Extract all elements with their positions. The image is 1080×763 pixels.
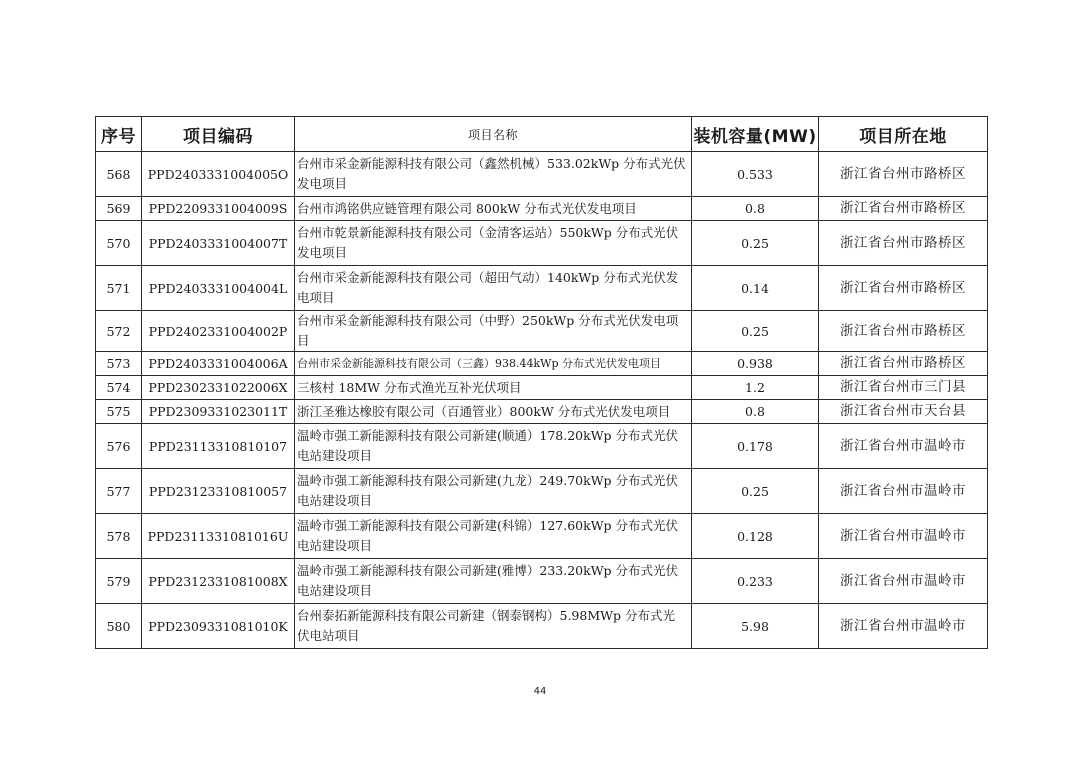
cell-name: 台州市采金新能源科技有限公司（超田气动）140kWp 分布式光伏发电项目 bbox=[295, 266, 692, 311]
table-row bbox=[96, 266, 988, 311]
header-name: 项目名称 bbox=[295, 117, 692, 152]
table-row bbox=[96, 311, 988, 352]
table-row bbox=[96, 604, 988, 649]
cell-code: PPD2309331023011T bbox=[142, 400, 295, 424]
cell-seq: 574 bbox=[96, 376, 142, 400]
cell-name: 台州市采金新能源科技有限公司（鑫然机械）533.02kWp 分布式光伏发电项目 bbox=[295, 152, 692, 197]
cell-code: PPD2403331004007T bbox=[142, 221, 295, 266]
cell-seq: 579 bbox=[96, 559, 142, 604]
cell-capacity: 0.14 bbox=[692, 266, 819, 311]
cell-seq: 572 bbox=[96, 311, 142, 352]
cell-capacity: 0.233 bbox=[692, 559, 819, 604]
cell-capacity: 0.8 bbox=[692, 400, 819, 424]
cell-code: PPD2403331004006A bbox=[142, 352, 295, 376]
table-row bbox=[96, 514, 988, 559]
header-code: 项目编码 bbox=[142, 117, 295, 152]
table-row bbox=[96, 152, 988, 197]
cell-capacity: 0.25 bbox=[692, 469, 819, 514]
cell-code: PPD2209331004009S bbox=[142, 197, 295, 221]
cell-name: 台州市采金新能源科技有限公司（中野）250kWp 分布式光伏发电项目 bbox=[295, 311, 692, 352]
header-location: 项目所在地 bbox=[819, 117, 988, 152]
table-header-row bbox=[96, 117, 988, 152]
cell-name: 温岭市强工新能源科技有限公司新建(科锦）127.60kWp 分布式光伏电站建设项目 bbox=[295, 514, 692, 559]
cell-location: 浙江省台州市温岭市 bbox=[819, 604, 988, 649]
table-row bbox=[96, 376, 988, 400]
cell-code: PPD2402331004002P bbox=[142, 311, 295, 352]
cell-name: 台州市采金新能源科技有限公司（三鑫）938.44kWp 分布式光伏发电项目 bbox=[295, 352, 692, 376]
cell-code: PPD2403331004005O bbox=[142, 152, 295, 197]
cell-code: PPD2311331081016U bbox=[142, 514, 295, 559]
cell-seq: 568 bbox=[96, 152, 142, 197]
cell-seq: 576 bbox=[96, 424, 142, 469]
table-row bbox=[96, 469, 988, 514]
cell-name: 台州市乾景新能源科技有限公司（金清客运站）550kWp 分布式光伏发电项目 bbox=[295, 221, 692, 266]
cell-seq: 569 bbox=[96, 197, 142, 221]
cell-seq: 573 bbox=[96, 352, 142, 376]
cell-code: PPD2403331004004L bbox=[142, 266, 295, 311]
cell-code: PPD23113310810107 bbox=[142, 424, 295, 469]
cell-code: PPD23123310810057 bbox=[142, 469, 295, 514]
cell-location: 浙江省台州市天台县 bbox=[819, 400, 988, 424]
cell-location: 浙江省台州市路桥区 bbox=[819, 311, 988, 352]
cell-location: 浙江省台州市三门县 bbox=[819, 376, 988, 400]
cell-name: 温岭市强工新能源科技有限公司新建(雅博）233.20kWp 分布式光伏电站建设项目 bbox=[295, 559, 692, 604]
cell-location: 浙江省台州市温岭市 bbox=[819, 469, 988, 514]
table-row bbox=[96, 197, 988, 221]
table-row bbox=[96, 424, 988, 469]
cell-capacity: 0.178 bbox=[692, 424, 819, 469]
cell-location: 浙江省台州市路桥区 bbox=[819, 221, 988, 266]
cell-capacity: 0.8 bbox=[692, 197, 819, 221]
cell-name: 温岭市强工新能源科技有限公司新建(九龙）249.70kWp 分布式光伏电站建设项目 bbox=[295, 469, 692, 514]
cell-location: 浙江省台州市路桥区 bbox=[819, 352, 988, 376]
cell-name: 台州市鸿铭供应链管理有限公司 800kW 分布式光伏发电项目 bbox=[295, 197, 692, 221]
cell-capacity: 0.533 bbox=[692, 152, 819, 197]
cell-name: 三核村 18MW 分布式渔光互补光伏项目 bbox=[295, 376, 692, 400]
cell-location: 浙江省台州市温岭市 bbox=[819, 424, 988, 469]
table-row bbox=[96, 559, 988, 604]
cell-capacity: 0.938 bbox=[692, 352, 819, 376]
cell-name: 温岭市强工新能源科技有限公司新建(顺通）178.20kWp 分布式光伏电站建设项目 bbox=[295, 424, 692, 469]
page-number: 44 bbox=[533, 686, 547, 697]
cell-name: 浙江圣雅达橡胶有限公司（百通管业）800kW 分布式光伏发电项目 bbox=[295, 400, 692, 424]
table-row bbox=[96, 221, 988, 266]
cell-capacity: 1.2 bbox=[692, 376, 819, 400]
cell-capacity: 0.128 bbox=[692, 514, 819, 559]
cell-capacity: 0.25 bbox=[692, 221, 819, 266]
cell-location: 浙江省台州市温岭市 bbox=[819, 514, 988, 559]
cell-code: PPD2309331081010K bbox=[142, 604, 295, 649]
cell-seq: 578 bbox=[96, 514, 142, 559]
table-row bbox=[96, 352, 988, 376]
header-seq: 序号 bbox=[96, 117, 142, 152]
table-row bbox=[96, 400, 988, 424]
cell-name: 台州泰拓新能源科技有限公司新建（钢泰钢构）5.98MWp 分布式光伏电站项目 bbox=[295, 604, 692, 649]
cell-seq: 575 bbox=[96, 400, 142, 424]
cell-seq: 580 bbox=[96, 604, 142, 649]
cell-seq: 571 bbox=[96, 266, 142, 311]
header-capacity: 装机容量(MW) bbox=[692, 117, 819, 152]
cell-seq: 570 bbox=[96, 221, 142, 266]
cell-location: 浙江省台州市路桥区 bbox=[819, 197, 988, 221]
cell-code: PPD2312331081008X bbox=[142, 559, 295, 604]
cell-seq: 577 bbox=[96, 469, 142, 514]
cell-code: PPD2302331022006X bbox=[142, 376, 295, 400]
cell-location: 浙江省台州市路桥区 bbox=[819, 266, 988, 311]
project-table bbox=[95, 116, 988, 649]
cell-capacity: 0.25 bbox=[692, 311, 819, 352]
cell-location: 浙江省台州市温岭市 bbox=[819, 559, 988, 604]
cell-location: 浙江省台州市路桥区 bbox=[819, 152, 988, 197]
cell-capacity: 5.98 bbox=[692, 604, 819, 649]
